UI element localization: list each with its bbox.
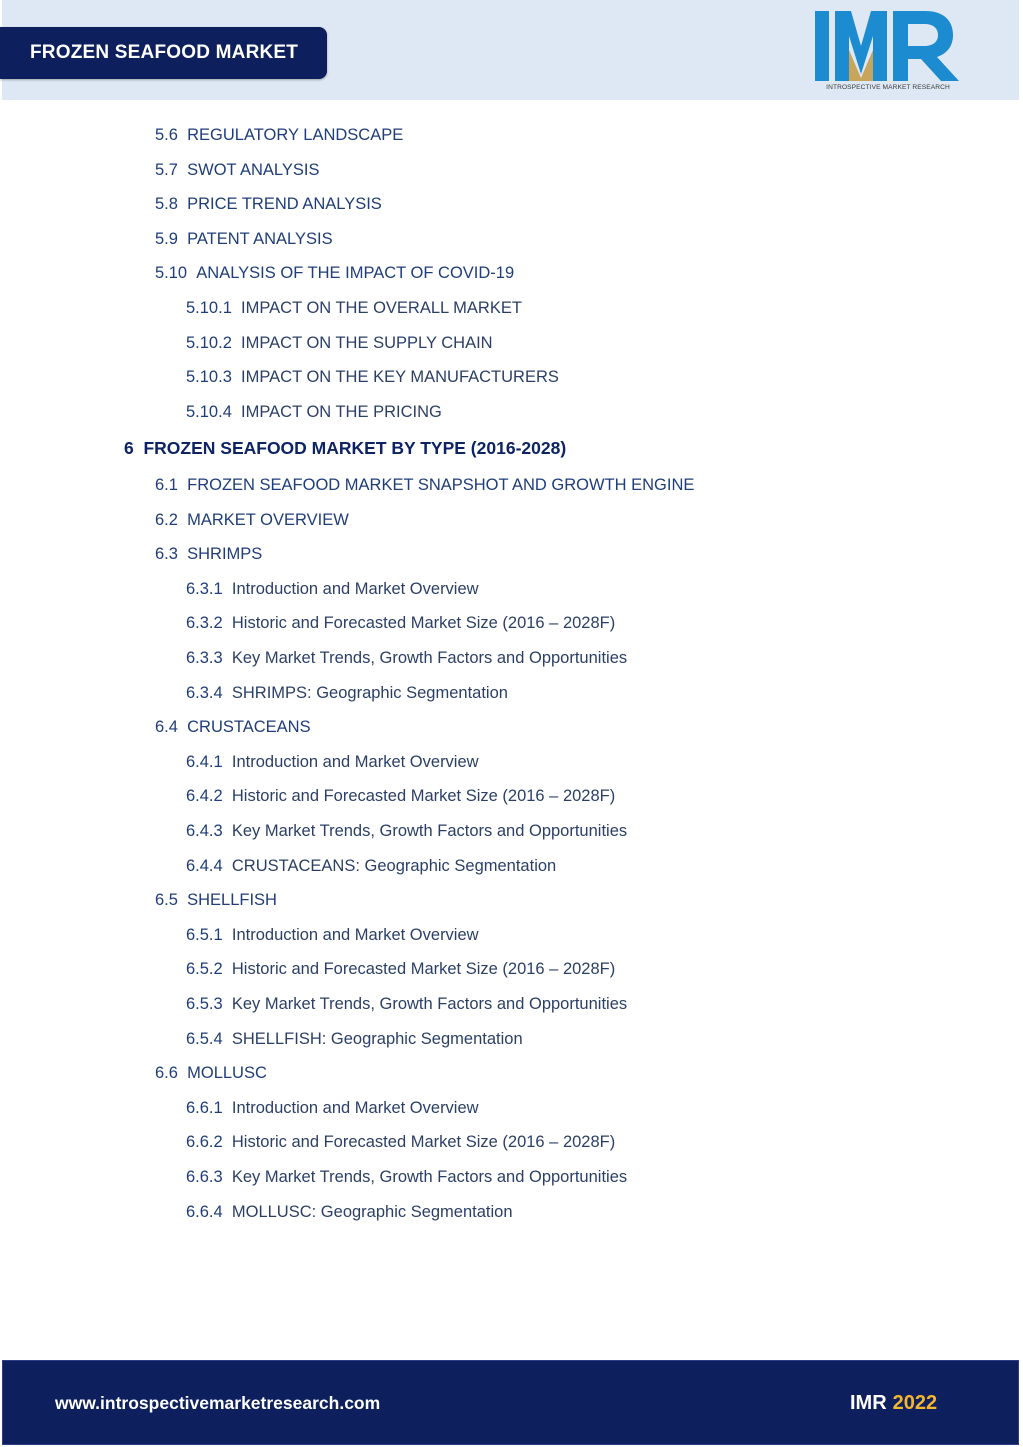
toc-entry[interactable] — [155, 474, 694, 496]
toc-entry-number: 5.10.1 — [186, 299, 232, 317]
footer-brand — [850, 1392, 937, 1415]
toc-entry-gap — [178, 1064, 187, 1082]
toc-entry[interactable] — [186, 1097, 479, 1119]
toc-entry-number: 6.6.4 — [186, 1202, 223, 1221]
toc-entry-number: 6.4.3 — [186, 822, 223, 840]
toc-entry-title: Introduction and Market Overview — [231, 752, 479, 771]
toc-entry[interactable] — [155, 262, 514, 284]
toc-entry-title: Key Market Trends, Growth Factors and Opportunities — [231, 1168, 628, 1186]
toc-entry[interactable] — [186, 297, 522, 319]
toc-entry[interactable] — [155, 889, 277, 911]
toc-entry-gap — [223, 753, 232, 771]
toc-entry-number: 6.4.2 — [186, 787, 223, 806]
toc-entry-number: 6.1 — [155, 476, 178, 494]
toc-entry-title: ANALYSIS OF THE IMPACT OF COVID-19 — [196, 264, 515, 283]
toc-entry-title: Key Market Trends, Growth Factors and Opportunities — [231, 649, 628, 667]
toc-entry-number: 6.2 — [155, 510, 178, 529]
toc-entry-title: MOLLUSC: Geographic Segmentation — [231, 1202, 513, 1221]
toc-entry-number: 6.3.1 — [186, 579, 223, 598]
toc-entry-title: Historic and Forecasted Market Size (2016 – 2028F) — [231, 787, 616, 806]
footer-brand-name: IMR — [850, 1392, 887, 1414]
imr-logo-icon — [813, 8, 963, 84]
toc-entry-gap — [178, 476, 187, 494]
toc-entry-title: Introduction and Market Overview — [231, 579, 479, 598]
toc-entry-number: 5.6 — [155, 126, 178, 144]
toc-entry[interactable] — [186, 682, 508, 704]
footer-year: 2022 — [892, 1392, 938, 1414]
toc-entry-number: 6 — [124, 438, 134, 459]
toc-entry-title: IMPACT ON THE SUPPLY CHAIN — [241, 333, 493, 352]
toc-entry-gap — [223, 995, 232, 1013]
logo-caption: INTROSPECTIVE MARKET RESEARCH — [826, 84, 950, 91]
toc-entry-number: 6.6.2 — [186, 1133, 223, 1152]
toc-entry-title: IMPACT ON THE OVERALL MARKET — [241, 299, 522, 317]
toc-entry[interactable] — [186, 612, 615, 634]
toc-entry[interactable] — [155, 1062, 267, 1084]
toc-entry-gap — [178, 718, 187, 736]
toc-entry-number: 6.5.1 — [186, 925, 223, 944]
toc-entry-gap — [223, 857, 232, 875]
toc-entry[interactable] — [186, 578, 479, 600]
toc-entry-gap — [223, 614, 232, 632]
toc-entry[interactable] — [186, 751, 479, 773]
toc-entry-number: 6.4.1 — [186, 752, 223, 771]
toc-entry-gap — [187, 264, 196, 282]
toc-entry-title: FROZEN SEAFOOD MARKET SNAPSHOT AND GROWTH ENGINE — [187, 476, 695, 494]
toc-entry-number: 6.4 — [155, 718, 178, 737]
toc-entry-gap — [223, 1168, 232, 1186]
toc-entry-number: 5.8 — [155, 195, 178, 214]
toc-entry-number: 6.6 — [155, 1064, 178, 1083]
report-title-badge — [0, 27, 327, 79]
toc-entry-number: 5.10.3 — [186, 368, 232, 387]
toc-entry-title: Introduction and Market Overview — [231, 925, 479, 944]
toc-entry-title: MARKET OVERVIEW — [187, 510, 349, 529]
toc-entry[interactable] — [155, 716, 311, 738]
toc-entry-gap — [232, 403, 241, 421]
toc-entry-title: SHRIMPS — [187, 545, 263, 564]
toc-entry-gap — [223, 1203, 232, 1221]
toc-entry[interactable] — [155, 159, 319, 181]
toc-entry[interactable] — [186, 1131, 615, 1153]
toc-entry-gap — [223, 1030, 232, 1048]
toc-entry-number: 6.4.4 — [186, 856, 223, 875]
footer — [2, 1360, 1019, 1445]
imr-logo — [813, 8, 963, 96]
toc-entry-gap — [223, 1133, 232, 1151]
toc-entry-title: Key Market Trends, Growth Factors and Opportunities — [231, 822, 628, 840]
toc-entry[interactable] — [155, 124, 403, 146]
toc-entry-number: 6.6.3 — [186, 1168, 223, 1186]
toc-entry-gap — [178, 511, 187, 529]
toc-entry-gap — [223, 684, 232, 702]
toc-entry-title: IMPACT ON THE PRICING — [241, 402, 442, 421]
toc-entry-number: 5.7 — [155, 160, 178, 179]
toc-entry[interactable] — [155, 193, 382, 215]
toc-entry-gap — [232, 334, 241, 352]
toc-entry[interactable] — [186, 820, 627, 842]
toc-entry-number: 5.10.4 — [186, 402, 232, 421]
toc-entry[interactable] — [155, 509, 349, 531]
toc-entry-title: Historic and Forecasted Market Size (2016 – 2028F) — [231, 614, 616, 633]
toc-entry-title: PRICE TREND ANALYSIS — [187, 195, 382, 214]
toc-entry-title: Key Market Trends, Growth Factors and Opportunities — [231, 995, 628, 1013]
toc-entry[interactable] — [186, 993, 627, 1015]
toc-entry[interactable] — [186, 1166, 627, 1188]
toc-entry-gap — [232, 299, 241, 317]
toc-entry-gap — [178, 126, 187, 144]
toc-entry-number: 5.10 — [155, 264, 188, 283]
toc-entry[interactable] — [155, 543, 262, 565]
toc-entry-gap — [178, 195, 187, 213]
toc-entry-gap — [223, 649, 232, 667]
toc-entry-number: 6.5.2 — [186, 960, 223, 979]
toc-entry-title: SWOT ANALYSIS — [187, 160, 320, 179]
toc-entry-title: MOLLUSC — [187, 1064, 267, 1083]
toc-entry[interactable] — [186, 958, 615, 980]
toc-entry-gap — [223, 926, 232, 944]
toc-entry-title: IMPACT ON THE KEY MANUFACTURERS — [241, 368, 559, 387]
toc-entry-number: 6.5.4 — [186, 1029, 223, 1048]
toc-entry-number: 5.10.2 — [186, 333, 232, 352]
toc-entry[interactable] — [186, 366, 559, 388]
toc-entry-title: SHRIMPS: Geographic Segmentation — [231, 683, 508, 702]
toc-entry-title: Introduction and Market Overview — [231, 1098, 479, 1117]
toc-entry-title: PATENT ANALYSIS — [187, 229, 333, 248]
toc-entry-title: REGULATORY LANDSCAPE — [187, 126, 404, 144]
toc-entry-gap — [232, 368, 241, 386]
toc-entry-gap — [178, 545, 187, 563]
toc-entry-gap — [223, 1099, 232, 1117]
toc-entry-gap — [223, 787, 232, 805]
toc-entry-number: 6.3.4 — [186, 683, 223, 702]
toc-entry[interactable] — [186, 924, 479, 946]
toc-entry-number: 6.6.1 — [186, 1098, 223, 1117]
toc-entry[interactable] — [186, 647, 627, 669]
toc-entry-number: 6.3.2 — [186, 614, 223, 633]
toc-entry-title: FROZEN SEAFOOD MARKET BY TYPE (2016-2028) — [143, 438, 567, 459]
toc-entry-number: 6.5.3 — [186, 995, 223, 1013]
toc-entry[interactable] — [186, 1028, 523, 1050]
toc-entry[interactable] — [186, 855, 556, 877]
toc-entry[interactable] — [186, 1201, 513, 1223]
toc-entry-title: SHELLFISH — [187, 891, 277, 910]
toc-entry-number: 6.5 — [155, 891, 178, 910]
toc-entry-title: SHELLFISH: Geographic Segmentation — [231, 1029, 523, 1048]
toc-entry-number: 6.3 — [155, 545, 178, 564]
toc-entry-gap — [223, 822, 232, 840]
toc-entry[interactable] — [186, 785, 615, 807]
toc-entry-gap — [223, 580, 232, 598]
toc-entry-title: Historic and Forecasted Market Size (2016 – 2028F) — [231, 960, 616, 979]
toc-entry[interactable] — [186, 401, 442, 423]
toc-entry-gap — [134, 438, 144, 458]
report-title: FROZEN SEAFOOD MARKET — [30, 42, 299, 63]
toc-entry[interactable] — [155, 228, 333, 250]
toc-entry-number: 5.9 — [155, 229, 178, 248]
toc-entry[interactable] — [124, 437, 566, 459]
toc-entry-title: Historic and Forecasted Market Size (2016 – 2028F) — [231, 1133, 616, 1152]
toc-entry[interactable] — [186, 332, 493, 354]
toc-entry-title: CRUSTACEANS — [187, 718, 311, 737]
toc-entry-number: 6.3.3 — [186, 649, 223, 667]
toc-entry-gap — [178, 161, 187, 179]
footer-website-link[interactable]: www.introspectivemarketresearch.com — [55, 1393, 381, 1413]
toc-entry-gap — [178, 230, 187, 248]
toc-entry-title: CRUSTACEANS: Geographic Segmentation — [231, 856, 557, 875]
toc-entry-gap — [178, 891, 187, 909]
toc-entry-gap — [223, 960, 232, 978]
